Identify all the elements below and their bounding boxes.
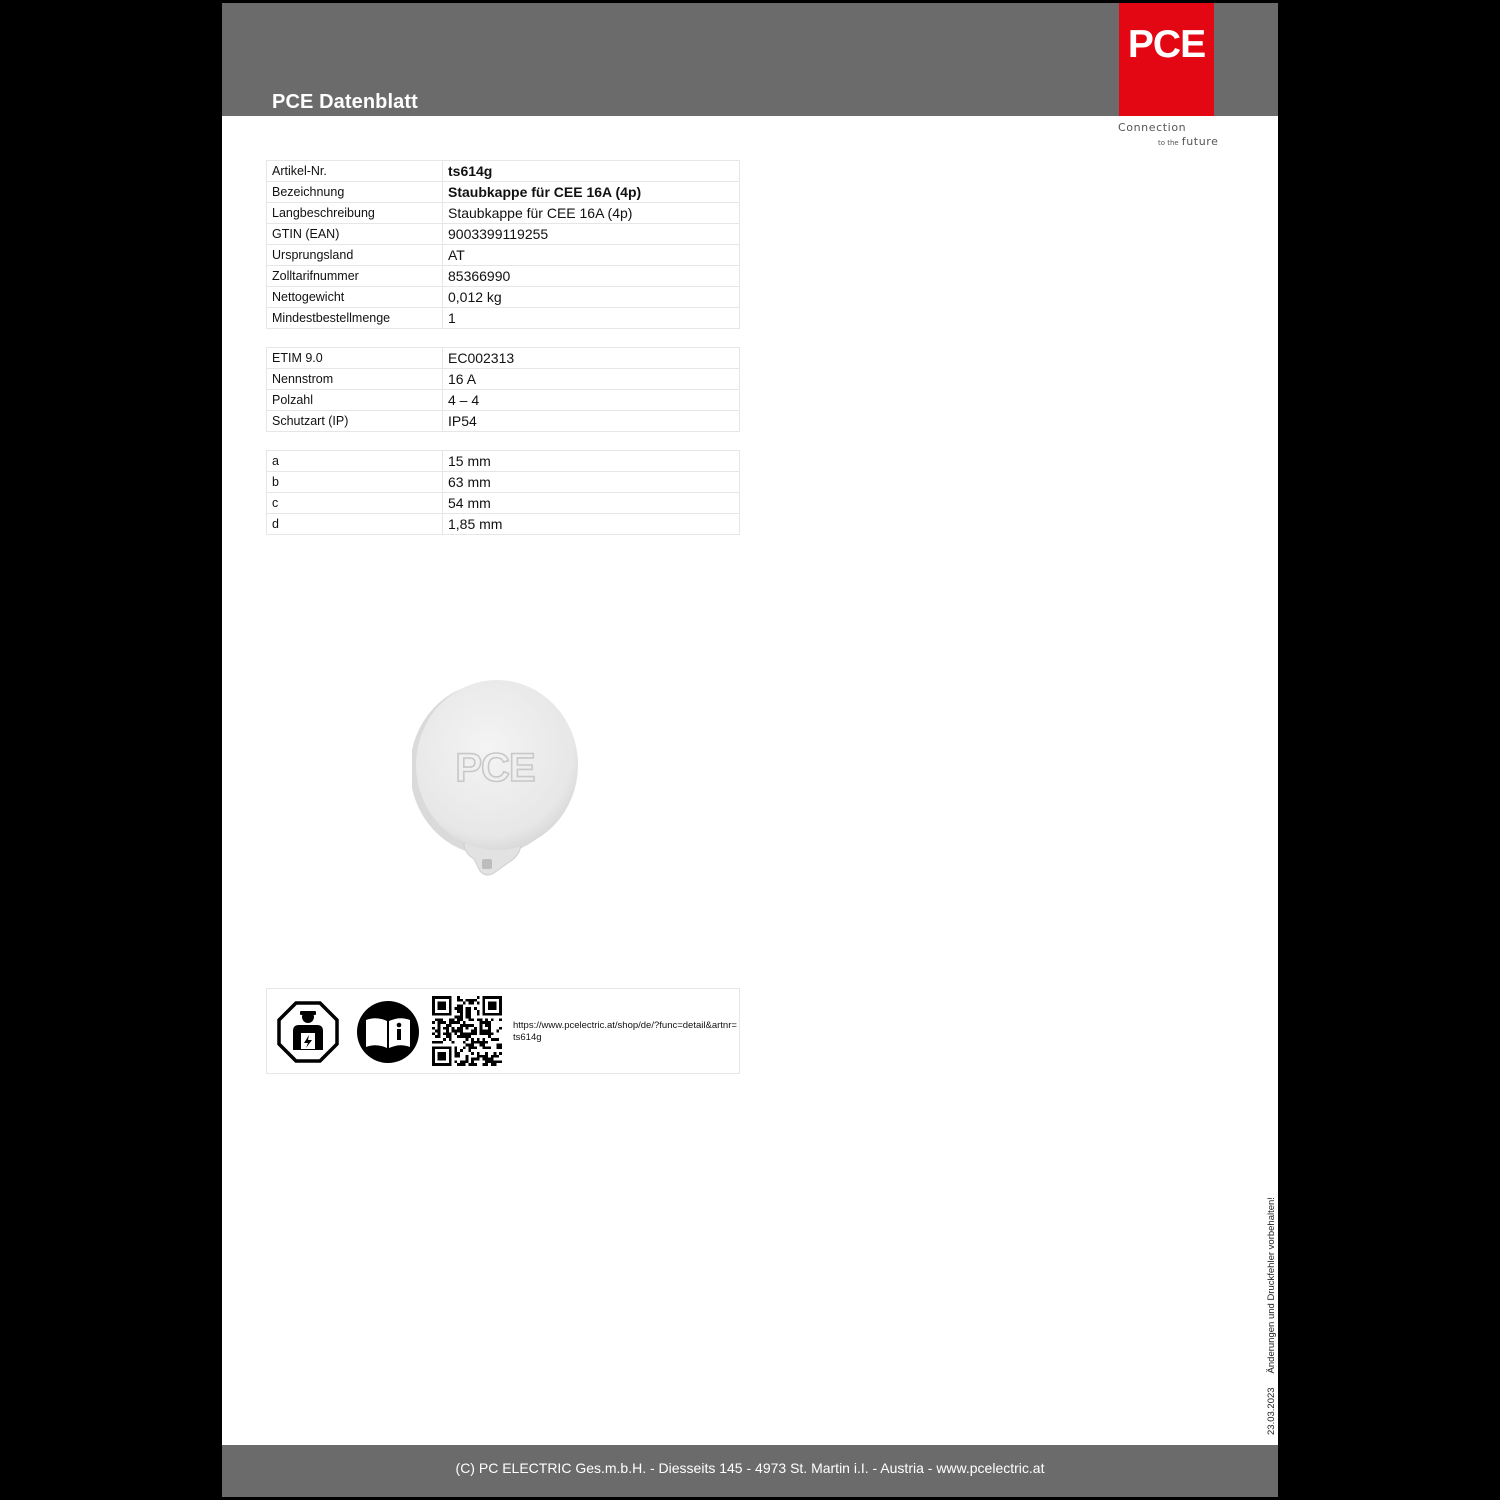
table-row — [267, 472, 740, 493]
table-row — [267, 224, 740, 245]
table-row — [267, 451, 740, 472]
table-row — [267, 287, 740, 308]
row-label: Polzahl — [267, 390, 443, 411]
row-label: Nennstrom — [267, 369, 443, 390]
table-row — [267, 411, 740, 432]
row-value: 54 mm — [443, 493, 740, 514]
product-image — [412, 675, 582, 885]
row-value: 16 A — [443, 369, 740, 390]
row-value: 9003399119255 — [443, 224, 740, 245]
row-label: Langbeschreibung — [267, 203, 443, 224]
table-row — [267, 245, 740, 266]
product-url-link[interactable]: https://www.pcelectric.at/shop/de/?func=detail&artnr=ts614g — [513, 1020, 737, 1043]
pce-logo — [1119, 3, 1214, 116]
row-label: Bezeichnung — [267, 182, 443, 203]
row-label: a — [267, 451, 443, 472]
table-row — [267, 390, 740, 411]
page-title: PCE Datenblatt — [272, 91, 418, 113]
row-label: d — [267, 514, 443, 535]
table-row — [267, 348, 740, 369]
row-value: IP54 — [443, 411, 740, 432]
header-bar — [222, 3, 1278, 116]
row-label: c — [267, 493, 443, 514]
tagline-to-the: to the — [1158, 139, 1179, 147]
tagline-future — [1158, 135, 1219, 148]
qr-code-icon[interactable] — [432, 996, 502, 1066]
row-value: AT — [443, 245, 740, 266]
table-row — [267, 514, 740, 535]
row-label: Zolltarifnummer — [267, 266, 443, 287]
row-label: Mindestbestellmenge — [267, 308, 443, 329]
row-value: 85366990 — [443, 266, 740, 287]
disclaimer-text: Änderungen und Druckfehler vorbehalten! — [1266, 1197, 1277, 1374]
row-label: Nettogewicht — [267, 287, 443, 308]
row-value: 1,85 mm — [443, 514, 740, 535]
row-label: Schutzart (IP) — [267, 411, 443, 432]
table-row — [267, 308, 740, 329]
etim-table — [266, 347, 740, 432]
row-value: 0,012 kg — [443, 287, 740, 308]
electrician-warning-icon — [276, 1000, 340, 1064]
row-value: Staubkappe für CEE 16A (4p) — [443, 203, 740, 224]
tagline-connection: Connection — [1118, 121, 1187, 134]
row-label: GTIN (EAN) — [267, 224, 443, 245]
row-value: 1 — [443, 308, 740, 329]
row-value: 15 mm — [443, 451, 740, 472]
article-table — [266, 160, 740, 329]
datasheet-page — [222, 3, 1278, 1497]
row-value: Staubkappe für CEE 16A (4p) — [443, 182, 740, 203]
footer-bar — [222, 1445, 1278, 1497]
table-row — [267, 493, 740, 514]
footer-text: (C) PC ELECTRIC Ges.m.b.H. - Diesseits 145 - 4973 St. Martin i.I. - Austria - www.pcelectric.at — [455, 1460, 1045, 1476]
tagline-future-word: future — [1181, 135, 1219, 148]
logo-text: PCE — [1127, 23, 1206, 66]
table-row — [267, 369, 740, 390]
print-date: 23.03.2023 — [1266, 1387, 1277, 1435]
row-value: 63 mm — [443, 472, 740, 493]
table-row — [267, 203, 740, 224]
row-value: ts614g — [443, 161, 740, 182]
embossed-logo-text: PCE — [455, 746, 535, 790]
row-label: ETIM 9.0 — [267, 348, 443, 369]
row-label: Artikel-Nr. — [267, 161, 443, 182]
dimensions-table — [266, 450, 740, 535]
table-row — [267, 182, 740, 203]
row-label: b — [267, 472, 443, 493]
table-row — [267, 161, 740, 182]
row-label: Ursprungsland — [267, 245, 443, 266]
info-box — [266, 988, 740, 1074]
row-value: 4 – 4 — [443, 390, 740, 411]
side-note — [1266, 1197, 1277, 1435]
read-manual-icon — [356, 1000, 420, 1064]
row-value: EC002313 — [443, 348, 740, 369]
table-row — [267, 266, 740, 287]
